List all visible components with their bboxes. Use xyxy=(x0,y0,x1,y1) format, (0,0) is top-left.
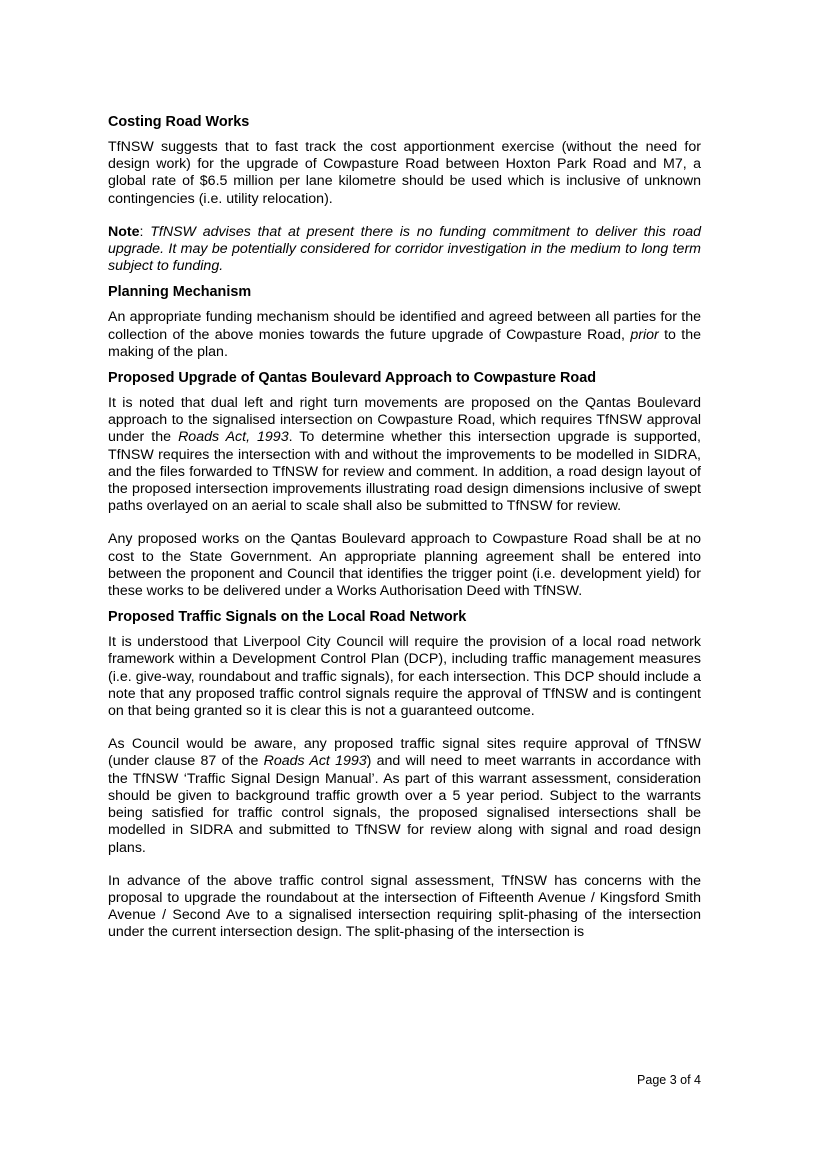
page-number: Page 3 of 4 xyxy=(637,1073,701,1087)
paragraph-signals-dcp: It is understood that Liverpool City Council will require the provision of a local road network framework within a Development Control Plan (DCP), including traffic management measures (i.e. give-way, roundabout and traffic signals), for each intersection. This DCP should include a note that any proposed traffic control signals require the approval of TfNSW and is contingent on that being granted so it is clear this is not a guaranteed outcome. xyxy=(108,634,701,720)
heading-qantas-boulevard: Proposed Upgrade of Qantas Boulevard Approach to Cowpasture Road xyxy=(108,370,597,387)
paragraph-signals-roundabout: In advance of the above traffic control signal assessment, TfNSW has concerns with the proposal to upgrade the roundabout at the intersection of Fifteenth Avenue / Kingsford Smith Avenue / Second Ave to a signalised intersection requiring split-phasing of the intersection under the current intersection design. The split-phasing of the intersection is xyxy=(108,872,701,941)
qantas-text-b: . To determine whether this intersection upgrade is supported, TfNSW requires the intersection with and without the improvements to be modelled in SIDRA, and the files forwarded to TfNSW for review and comment. In addition, a road design layout of the proposed intersection improvements illustrating road design dimensions inclusive of swept paths overlayed on an aerial to scale shall also be submitted to TfNSW for review. xyxy=(108,429,701,515)
planning-text-b: to the making of the plan. xyxy=(108,326,701,360)
document-body xyxy=(108,113,701,958)
paragraph-funding-note xyxy=(108,224,701,276)
paragraph-costing-rate: TfNSW suggests that to fast track the cost apportionment exercise (without the need for design work) for the upgrade of Cowpasture Road between Hoxton Park Road and M7, a global rate of $6.5 million per lane kilometre should be used which is inclusive of unknown contingencies (i.e. utility relocation). xyxy=(108,139,701,207)
note-colon: : xyxy=(139,223,151,240)
note-label: Note xyxy=(108,223,140,240)
signals-text-b: ) and will need to meet warrants in accordance with the TfNSW ‘Traffic Signal Design Manual’. As part of this warrant assessment, consideration should be given to background traffic growth over a 5 year period. Subject to the warrants being satisfied for traffic control signals, the proposed signalised intersections shall be modelled in SIDRA and submitted to TfNSW for review along with signal and road design plans. xyxy=(108,753,701,856)
signals-text-a: As Council would be aware, any proposed traffic signal sites require approval of TfNSW (under clause 87 of the xyxy=(108,736,701,770)
qantas-text-italic: Roads Act, 1993 xyxy=(178,429,289,446)
paragraph-planning-mechanism xyxy=(108,309,701,361)
qantas-text-a: It is noted that dual left and right turn movements are proposed on the Qantas Boulevard approach to the signalised intersection on Cowpasture Road, which requires TfNSW approval under the xyxy=(108,395,701,446)
planning-text-a: An appropriate funding mechanism should be identified and agreed between all parties for the collection of the above monies towards the future upgrade of Cowpasture Road, xyxy=(108,309,701,343)
signals-text-italic: Roads Act 1993 xyxy=(263,753,367,770)
heading-traffic-signals: Proposed Traffic Signals on the Local Road Network xyxy=(108,609,467,626)
planning-text-italic: prior xyxy=(630,326,659,343)
heading-planning-mechanism: Planning Mechanism xyxy=(108,284,252,301)
note-text: TfNSW advises that at present there is no funding commitment to deliver this road upgrade. It may be potentially considered for corridor investigation in the medium to long term subject to funding. xyxy=(108,223,701,275)
paragraph-qantas-turn-movements xyxy=(108,395,701,515)
paragraph-signals-warrants xyxy=(108,736,701,856)
heading-costing-road-works: Costing Road Works xyxy=(108,114,250,130)
paragraph-qantas-cost: Any proposed works on the Qantas Boulevard approach to Cowpasture Road shall be at no cost to the State Government. An appropriate planning agreement shall be entered into between the proponent and Council that identifies the trigger point (i.e. development yield) for these works to be delivered under a Works Authorisation Deed with TfNSW. xyxy=(108,531,701,600)
